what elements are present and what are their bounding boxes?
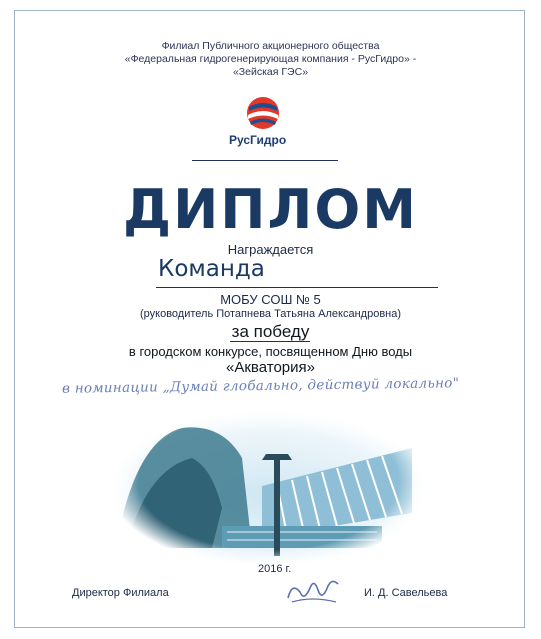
header-org-line-1: Филиал Публичного акционерного общества xyxy=(161,40,380,52)
handwritten-signature xyxy=(282,568,342,612)
leader-name: (руководитель Потапнева Татьяна Александровна) xyxy=(139,308,402,320)
rushydro-logo-icon xyxy=(245,95,281,131)
contest-name: «Акватория» xyxy=(226,359,315,376)
header-org-line-2: «Федеральная гидрогенерирующая компания - РусГидро» - xyxy=(124,53,417,65)
issue-year: 2016 г. xyxy=(258,563,292,575)
award-reason-underline xyxy=(230,341,310,342)
header-org-line-3: «Зейская ГЭС» xyxy=(232,66,309,78)
recipient-underline xyxy=(156,287,438,288)
school-name: МОБУ СОШ № 5 xyxy=(220,292,321,307)
signatory-name: И. Д. Савельева xyxy=(364,587,448,599)
logo-name: РусГидро xyxy=(229,133,287,147)
nomination-handwritten: в номинации „Думай глобально, действуй локально" xyxy=(61,375,460,397)
director-position: Директор Филиала xyxy=(72,587,169,599)
header-divider xyxy=(192,160,338,161)
diploma-title: ДИПЛОМ xyxy=(123,178,418,241)
award-reason: за победу xyxy=(231,322,310,341)
dam-photo-image xyxy=(112,398,425,564)
team-label: Команда xyxy=(158,256,265,282)
contest-description: в городском конкурсе, посвященном Дню воды xyxy=(128,344,413,359)
awarded-label: Награждается xyxy=(227,242,314,257)
